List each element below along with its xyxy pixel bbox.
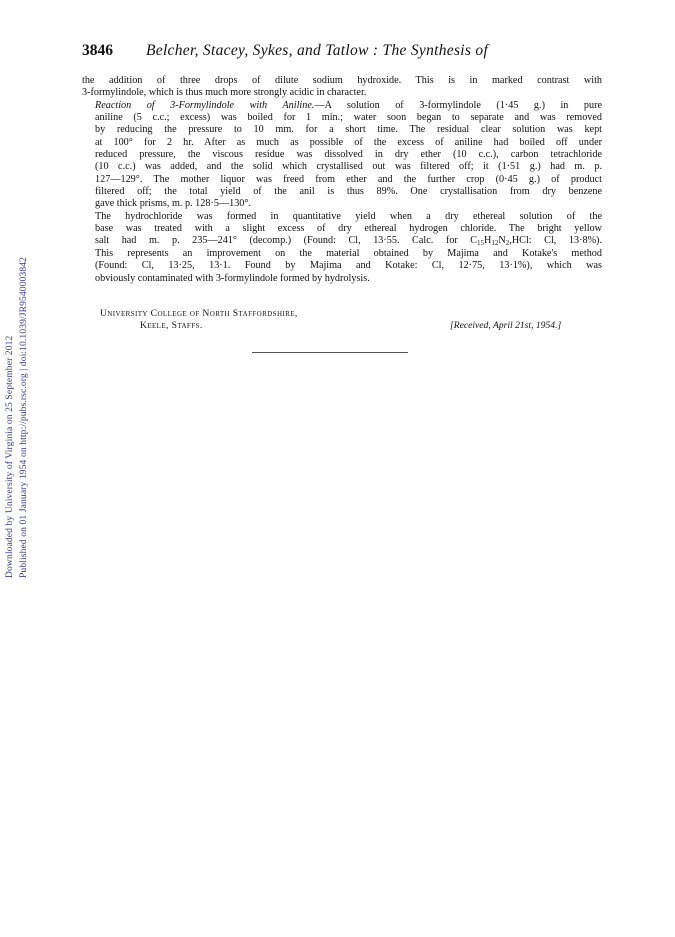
text-line: filtered off; the total yield of the anil is thus 89%. One crystallisation from dry benzene <box>95 186 602 198</box>
text-line: This represents an improvement on the material obtained by Majima and Kotake's method <box>95 247 602 259</box>
page-number: 3846 <box>82 42 113 59</box>
text-line: 127—129°. The mother liquor was freed from ether and the further crop (0·45 g.) of product <box>95 173 602 185</box>
text-line: at 100° for 2 hr. After as much as possible of the excess of aniline had boiled off under <box>95 136 602 148</box>
text-line: 3-formylindole, which is thus much more strongly acidic in character. <box>82 87 367 99</box>
text-line: aniline (5 c.c.; excess) was boiled for 1 min.; water soon began to separate and was removed <box>95 112 602 124</box>
affiliation-line: Keele, Staffs. <box>140 320 203 331</box>
running-title: Belcher, Stacey, Sykes, and Tatlow : The Synthesis of <box>146 42 489 59</box>
subscript: 15 <box>477 239 485 248</box>
text-line: base was treated with a slight excess of dry ethereal hydrogen chloride. The bright yellow <box>95 223 602 235</box>
text-line: the addition of three drops of dilute sodium hydroxide. This is in marked contrast with <box>82 75 602 86</box>
text-line: by reducing the pressure to 10 mm. for a short time. The residual clear solution was kept <box>95 124 602 136</box>
text-fragment: —A solution of 3-formylindole (1·45 g.) in pure <box>314 99 602 111</box>
end-rule <box>252 352 408 353</box>
affiliation-line: University College of North Staffordshire, <box>100 308 298 319</box>
text-line <box>82 100 602 112</box>
text-line <box>82 235 602 247</box>
text-line: reduced pressure, the viscous residue was dissolved in dry ether (10 c.c.), carbon tetrachloride <box>95 149 602 161</box>
received-date: [Received, April 21st, 1954.] <box>450 320 562 331</box>
section-heading: Reaction of 3-Formylindole with Aniline. <box>95 99 315 111</box>
paragraph-2 <box>82 100 602 211</box>
text-fragment: salt had m. p. 235—241° (decomp.) (Found: Cl, 13·55. Calc. for C <box>95 235 478 247</box>
text-line: (10 c.c.) was added, and the solid which crystallised out was filtered off; it (1·51 g.) had m. p. <box>95 161 602 173</box>
paragraph-3 <box>82 211 602 285</box>
subscript: 2 <box>505 239 510 248</box>
text-line: The hydrochloride was formed in quantitative yield when a dry ethereal solution of the <box>95 210 602 222</box>
subscript: 12 <box>491 239 499 248</box>
text-fragment: N <box>498 235 506 247</box>
paragraph-1 <box>82 75 602 100</box>
text-line: gave thick prisms, m. p. 128·5—130°. <box>95 198 252 210</box>
publication-notice: Published on 01 January 1954 on http://pubs.rsc.org | doi:10.1039/JR9540003842 <box>18 256 29 578</box>
text-fragment: ,HCl: Cl, 13·8%). <box>509 235 602 247</box>
text-fragment: H <box>484 235 492 247</box>
text-line: obviously contaminated with 3-formylindole formed by hydrolysis. <box>95 272 370 284</box>
download-notice: Downloaded by University of Virginia on 25 September 2012 <box>4 335 15 578</box>
page-header <box>82 42 602 66</box>
article-body <box>82 75 602 285</box>
text-line: (Found: Cl, 13·25, 13·1. Found by Majima and Kotake: Cl, 12·75, 13·1%), which was <box>95 260 602 272</box>
